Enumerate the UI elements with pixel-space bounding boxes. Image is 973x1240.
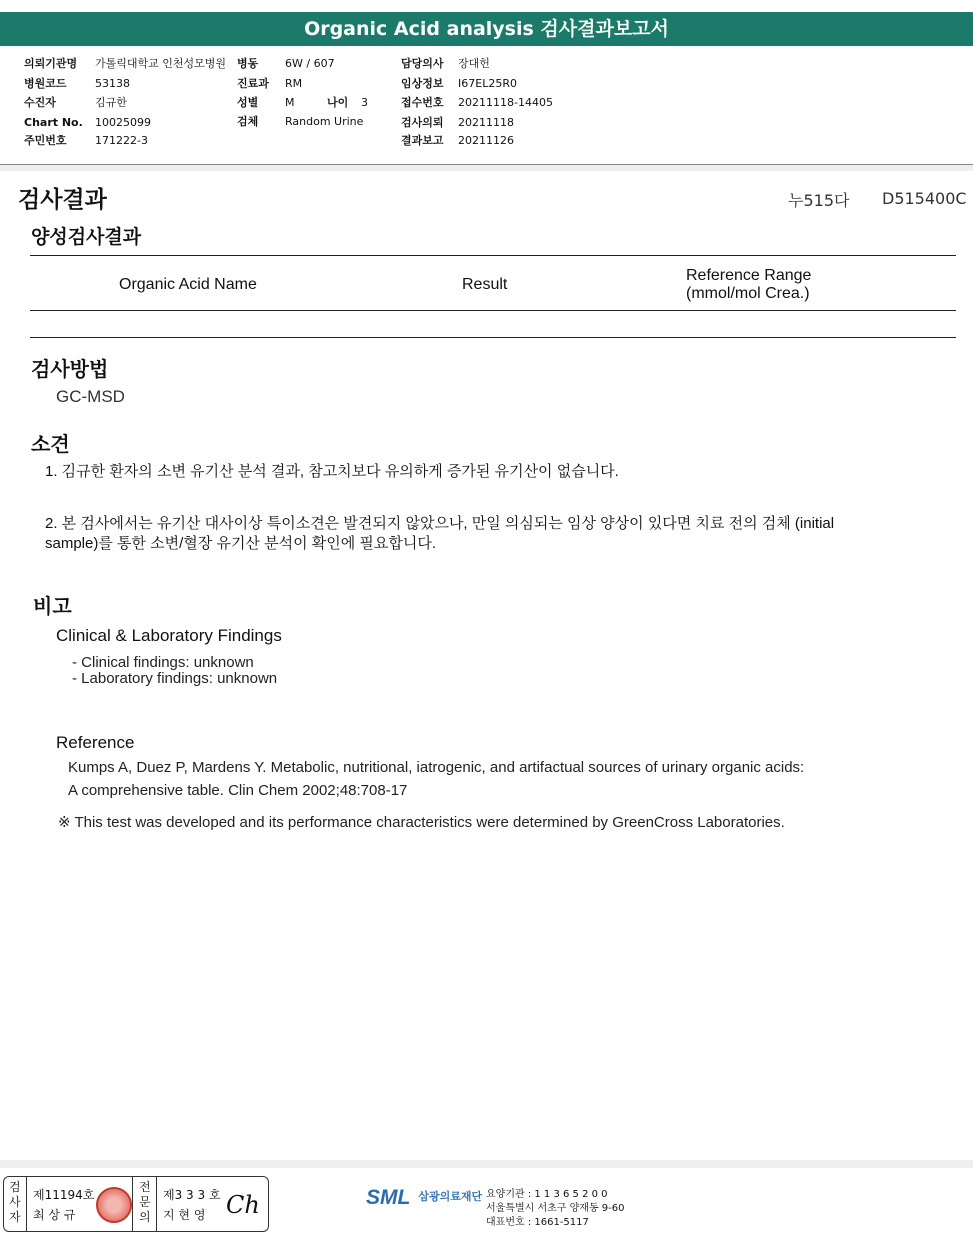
info-label: 나이	[327, 96, 349, 109]
specialist-label: 전문의	[139, 1180, 151, 1224]
reference-title: Reference	[56, 733, 135, 752]
patient-info	[24, 57, 964, 152]
info-value: 3	[361, 96, 368, 109]
clinical-finding-2: - Laboratory findings: unknown	[72, 670, 278, 687]
signature-box	[3, 1176, 269, 1232]
specialist-license: 제3 3 3 호	[163, 1188, 221, 1202]
signature-divider	[26, 1177, 27, 1231]
specialist-name: 지 현 영	[163, 1208, 206, 1222]
info-label: 접수번호	[401, 96, 444, 109]
info-label: Chart No.	[24, 116, 83, 129]
examiner-label: 검사자	[9, 1180, 21, 1224]
clinical-findings-title: Clinical & Laboratory Findings	[56, 626, 282, 645]
col-header-result: Result	[462, 276, 508, 293]
signature-divider	[156, 1177, 157, 1231]
info-label: 임상정보	[401, 77, 444, 90]
sml-logo-text: SML	[366, 1186, 411, 1209]
examiner-license: 제11194호	[33, 1188, 95, 1202]
method-title: 검사방법	[31, 357, 109, 381]
info-value: 김규한	[95, 96, 127, 109]
info-label: 병원코드	[24, 77, 67, 90]
col-header-range-1: Reference Range	[686, 267, 812, 284]
col-header-name: Organic Acid Name	[119, 276, 257, 293]
info-label: 진료과	[237, 77, 269, 90]
info-value: 171222-3	[95, 134, 148, 147]
info-value: RM	[285, 77, 303, 90]
info-label: 성별	[237, 96, 259, 109]
signature-divider	[132, 1177, 133, 1231]
info-value: 6W / 607	[285, 57, 335, 70]
info-value: 53138	[95, 77, 130, 90]
examiner-stamp	[96, 1187, 132, 1223]
reference-line-2: A comprehensive table. Clin Chem 2002;48:708-17	[68, 782, 408, 799]
sml-logo	[366, 1186, 482, 1210]
lab-disclaimer: ※ This test was developed and its performance characteristics were determined by GreenCross Laboratories.	[58, 814, 785, 831]
table-top-line	[30, 255, 956, 256]
info-value: 20211118-14405	[458, 96, 553, 109]
examiner-name: 최 상 규	[33, 1208, 76, 1222]
remarks-title: 비고	[33, 594, 72, 618]
footer-divider	[0, 1160, 973, 1168]
method-value: GC-MSD	[56, 387, 125, 406]
info-value: 장대헌	[458, 57, 490, 70]
clinical-finding-1: - Clinical findings: unknown	[72, 654, 254, 671]
finding-item-2-line-1: 2. 본 검사에서는 유기산 대사이상 특이소견은 발견되지 않았으나, 만일 의심되는 임상 양상이 있다면 치료 전의 검체 (initial	[45, 515, 835, 532]
info-label: 주민번호	[24, 134, 67, 147]
info-label: 검사의뢰	[401, 116, 444, 129]
info-label: 검체	[237, 115, 259, 128]
table-header-line	[30, 310, 956, 311]
reference-line-1: Kumps A, Duez P, Mardens Y. Metabolic, nutritional, iatrogenic, and artifactual sources of urinary organic acids:	[68, 759, 805, 776]
info-value: I67EL25R0	[458, 77, 517, 90]
col-header-range-2: (mmol/mol Crea.)	[686, 285, 810, 302]
info-divider-shade	[0, 165, 973, 171]
info-label: 결과보고	[401, 134, 444, 147]
info-value: Random Urine	[285, 115, 364, 128]
info-label: 병동	[237, 57, 259, 70]
results-code-2: D515400C	[882, 189, 967, 208]
info-value: 10025099	[95, 116, 151, 129]
org-name: 삼광의료재단	[418, 1190, 483, 1203]
info-value: 가톨릭대학교 인천성모병원	[95, 57, 227, 70]
table-bottom-line	[30, 337, 956, 338]
findings-title: 소견	[31, 432, 70, 456]
report-title: Organic Acid analysis 검사결과보고서	[0, 12, 973, 46]
info-value: 20211118	[458, 116, 514, 129]
finding-item-1: 1. 김규한 환자의 소변 유기산 분석 결과, 참고치보다 유의하게 증가된 유기산이 없습니다.	[45, 463, 619, 480]
positive-results-title: 양성검사결과	[31, 226, 142, 248]
org-address: 서울특별시 서초구 양재동 9-60	[486, 1203, 625, 1214]
results-code-1: 누515다	[788, 191, 850, 210]
specialist-signature: Ch	[226, 1191, 260, 1219]
info-label: 수진자	[24, 96, 56, 109]
finding-item-2-line-2: sample)를 통한 소변/혈장 유기산 분석이 확인에 필요합니다.	[45, 535, 436, 552]
org-phone: 대표번호 : 1661-5117	[486, 1217, 589, 1228]
info-label: 담당의사	[401, 57, 444, 70]
results-title: 검사결과	[18, 187, 107, 213]
info-value: 20211126	[458, 134, 514, 147]
org-code: 요양기관 : 1 1 3 6 5 2 0 0	[486, 1189, 608, 1200]
info-label: 의뢰기관명	[24, 57, 78, 70]
info-value: M	[285, 96, 295, 109]
